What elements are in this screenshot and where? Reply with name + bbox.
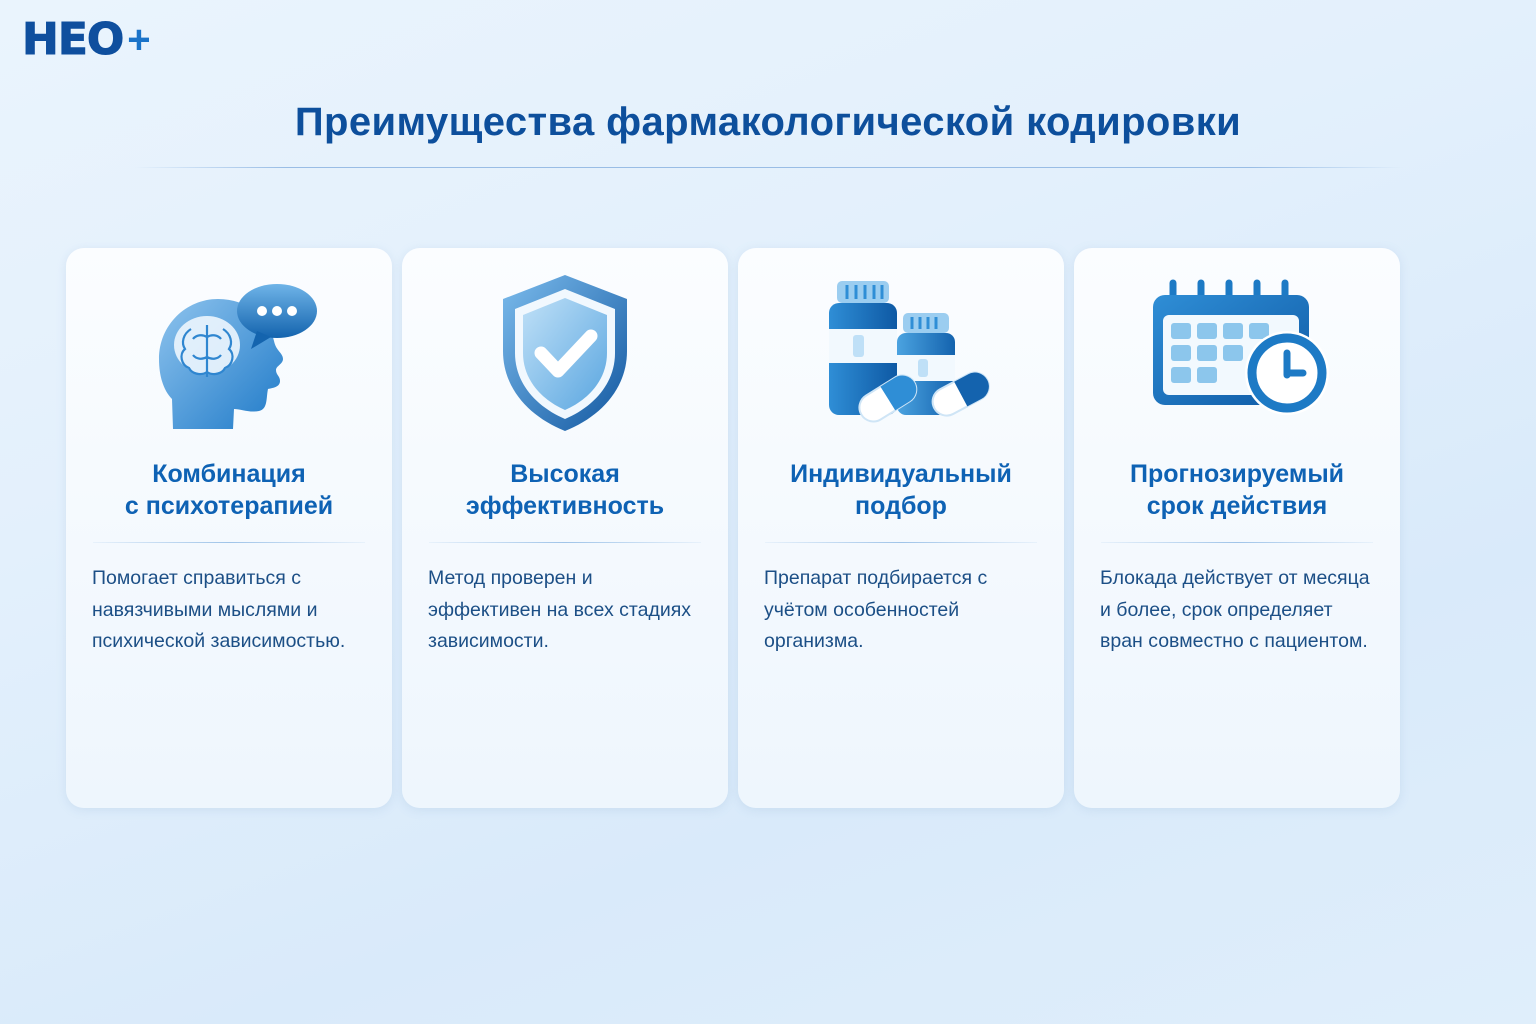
head-brain-speech-bubble-icon <box>92 248 366 458</box>
benefit-card-title-line2: подбор <box>855 492 947 520</box>
card-divider <box>765 542 1037 543</box>
card-divider <box>1101 542 1373 543</box>
brand-logo-plus: + <box>127 18 151 62</box>
page-header <box>0 100 1536 168</box>
benefit-card-title-line2: срок действия <box>1146 492 1328 520</box>
benefit-card-title-line1: Индивидуальный <box>790 460 1012 488</box>
benefit-card-title-line1: Комбинация <box>152 460 306 488</box>
benefit-card-title-line2: с психотерапией <box>124 492 334 520</box>
benefit-card-body: Метод проверен и эффективен на всех стадиях зависимости. <box>428 567 692 653</box>
benefit-card-list <box>66 248 1470 808</box>
brand-logo-text: HEO <box>22 14 124 65</box>
shield-check-icon <box>428 248 702 458</box>
medicine-bottles-capsule-icon <box>764 248 1038 458</box>
benefit-card-body: Помогает справиться с навязчивыми мыслями и психической зависимостью. <box>92 567 346 653</box>
benefit-card-title <box>466 458 664 526</box>
benefit-card-title <box>790 458 1012 526</box>
benefit-card <box>402 248 728 808</box>
benefit-card-title-line1: Прогнозируемый <box>1129 460 1345 488</box>
page-title: Преимущества фармакологической кодировки <box>294 100 1242 144</box>
title-divider <box>133 167 1403 168</box>
benefit-card <box>738 248 1064 808</box>
card-divider <box>429 542 701 543</box>
benefit-card <box>1074 248 1400 808</box>
card-divider <box>93 542 365 543</box>
benefit-card <box>66 248 392 808</box>
benefit-card-title <box>125 458 333 526</box>
benefit-card-body: Блокада действует от месяца и более, срок определяет вран совместно с пациентом. <box>1100 567 1370 653</box>
benefit-card-title <box>1130 458 1344 526</box>
benefit-card-title-line2: эффективность <box>465 492 665 520</box>
benefit-card-title-line1: Высокая <box>510 460 620 488</box>
brand-logo <box>22 14 151 65</box>
benefit-card-body: Препарат подбирается с учётом особенностей организма. <box>764 567 988 653</box>
calendar-clock-icon <box>1100 248 1374 458</box>
